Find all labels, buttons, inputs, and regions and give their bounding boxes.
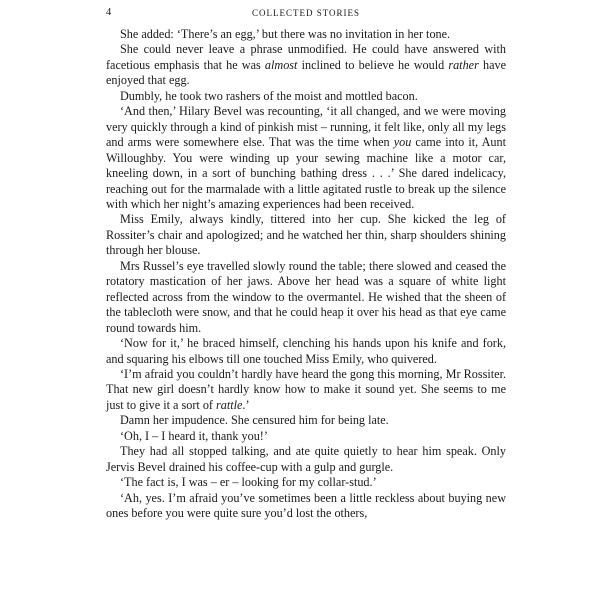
body-text — [106, 27, 506, 522]
paragraph — [106, 429, 506, 444]
text-run: Damn her impudence. She censured him for being late. — [120, 413, 389, 428]
paragraph — [106, 336, 506, 367]
running-head — [106, 5, 506, 21]
text-run: Dumbly, he took two rashers of the moist and mottled bacon. — [120, 88, 418, 103]
text-run: She could never leave a phrase unmodified. He could have answered with facetious emphasis that he was — [106, 42, 506, 72]
text-run: Miss Emily, always kindly, tittered into her cup. She kicked the leg of Rossiter’s chair and apologized; and he watched her thin, sharp shoulders shining through her blouse. — [106, 212, 506, 258]
paragraph — [106, 42, 506, 88]
text-run: ‘Oh, I – I heard it, thank you!’ — [120, 428, 268, 443]
text-run: She added: ‘There’s an egg,’ but there was no invitation in her tone. — [120, 27, 451, 41]
paragraph — [106, 475, 506, 490]
paragraph — [106, 444, 506, 475]
text-run: .’ — [242, 397, 250, 412]
italic-run: almost — [264, 57, 298, 72]
text-run: ‘Ah, yes. I’m afraid you’ve sometimes been a little reckless about buying new ones before you were quite sure you’d lost the others, — [106, 490, 506, 521]
text-run: came into it, Aunt Willoughby. You were winding up your sewing machine like a motor car, kneeling down, in a sort of bunching bathing dress . . .’ She dared indelicacy, reaching out for the marmalade with a little agitated rustle to break up the silence with which her night’s amazing experiences had been received. — [106, 135, 506, 211]
italic-run: rattle — [216, 397, 243, 412]
text-run: ‘The fact is, I was – er – looking for my collar-stud.’ — [120, 475, 377, 490]
paragraph — [106, 104, 506, 212]
text-run: inclined to believe he would — [297, 57, 449, 72]
text-run: Mrs Russel’s eye travelled slowly round the table; there slowed and ceased the rotatory mastication of her jaws. Above her head was a square of white light reflected across from the window to the overmantel. He wished that the sheen of the tablecloth were snow, and that he could heap it over his head as that eye came round towards him. — [106, 258, 506, 335]
text-run: have enjoyed that egg. — [106, 57, 506, 88]
paragraph — [106, 367, 506, 413]
text-run: ‘And then,’ Hilary Bevel was recounting, ‘it all changed, and we were moving very quickly through a kind of pinkish mist – running, it felt like, only all my legs and arms were somewhere else. That was the time when — [106, 104, 506, 150]
book-page — [106, 5, 506, 595]
italic-run: rather — [448, 57, 479, 72]
paragraph — [106, 259, 506, 336]
text-run: ‘Now for it,’ he braced himself, clenching his hands upon his knife and fork, and squaring his elbows till one touched Miss Emily, who quivered. — [106, 336, 506, 366]
page-number: 4 — [106, 7, 112, 18]
paragraph — [106, 413, 506, 428]
text-run: They had all stopped talking, and ate quite quietly to hear him speak. Only Jervis Bevel drained his coffee-cup with a gulp and gurgle. — [106, 444, 506, 474]
paragraph — [106, 491, 506, 522]
paragraph — [106, 212, 506, 258]
running-title: COLLECTED STORIES — [251, 8, 361, 18]
paragraph — [106, 89, 506, 104]
italic-run: you — [393, 135, 412, 150]
paragraph — [106, 27, 506, 42]
text-run: ‘I’m afraid you couldn’t hardly have heard the gong this morning, Mr Rossiter. That new girl doesn’t hardly know how to make it sound yet. She seems to me just to give it a sort of — [106, 366, 506, 412]
